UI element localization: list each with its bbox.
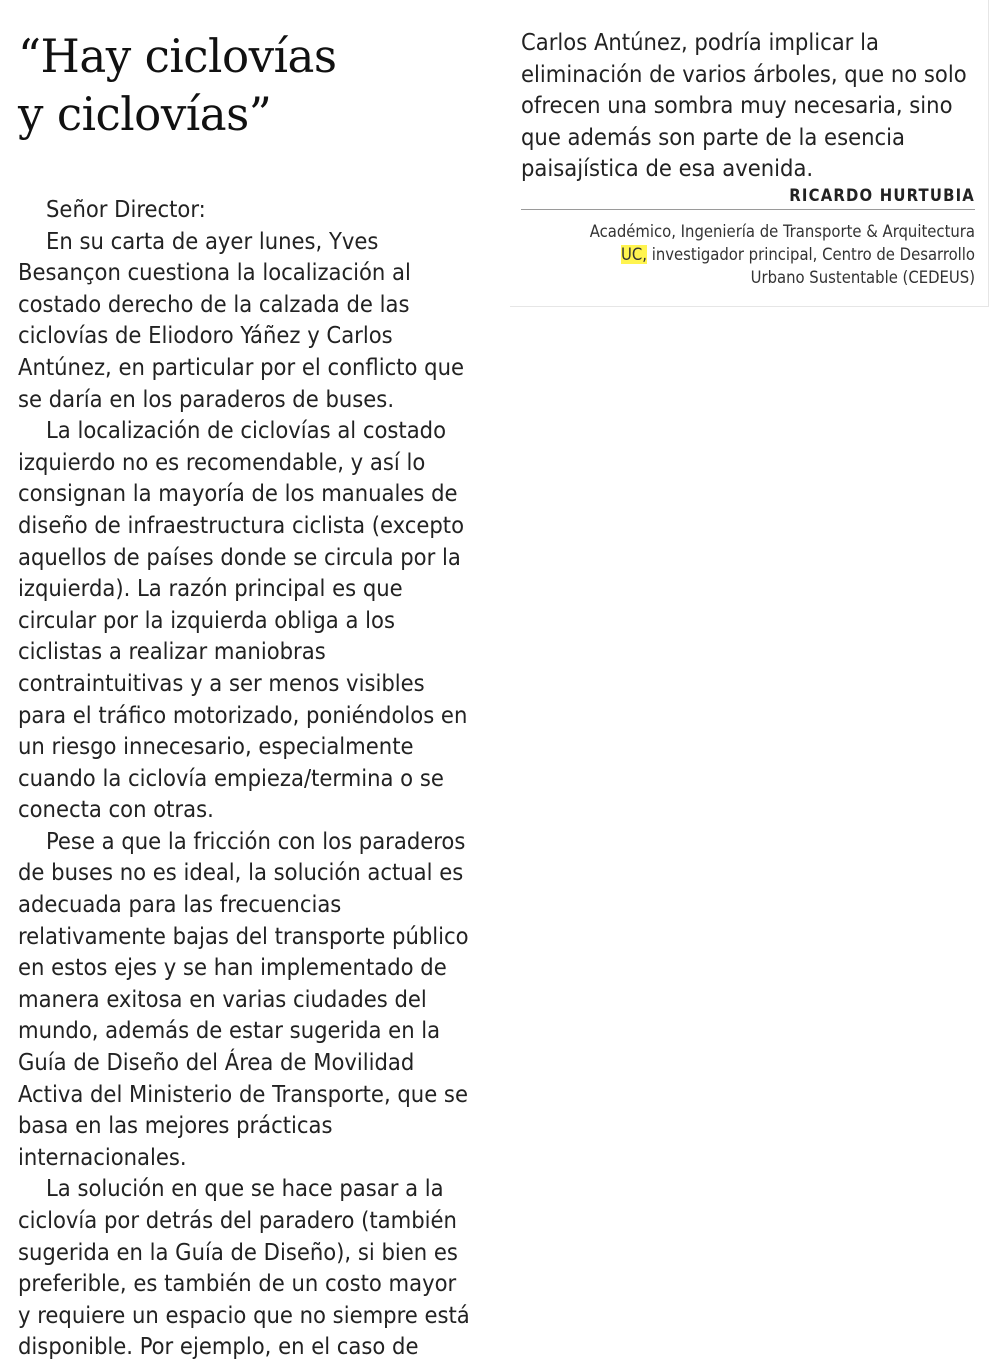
paragraph-3: Pese a que la fricción con los paraderos de buses no es ideal, la solución actual es adecuada para las frecuencias relativamente bajas del transporte público en estos ejes y se han implementado de manera exitosa en varias ciudades del mundo, además de estar sugerida en la Guía de Diseño del Área de Movilidad Activa del Ministerio de Transporte, que se basa en las mejores prácticas internacionales.: [18, 826, 469, 1171]
highlighted-uc: UC,: [621, 245, 647, 264]
right-column: [521, 27, 975, 185]
affiliation-line-1: Académico, Ingeniería de Transporte & Arquitectura: [589, 222, 975, 241]
author-affiliation: [521, 220, 975, 289]
salutation: Señor Director:: [46, 195, 206, 223]
affiliation-line-3: Urbano Sustentable (CEDEUS): [750, 268, 975, 287]
continuation-paragraph: Carlos Antúnez, podría implicar la eliminación de varios árboles, que no solo ofrecen una sombra muy necesaria, sino que además son parte de la esencia paisajística de esa avenida.: [521, 28, 967, 183]
left-column: [18, 194, 472, 1363]
title-line-2: y ciclovías”: [18, 86, 272, 141]
affiliation-line-2: investigador principal, Centro de Desarrollo: [647, 245, 975, 264]
paragraph-4: La solución en que se hace pasar a la ciclovía por detrás del paradero (también sugerida en la Guía de Diseño), si bien es preferible, es también de un costo mayor y requiere un espacio que no siempre está disponible. Por ejemplo, en el caso de: [18, 1174, 470, 1361]
author-signature: RICARDO HURTUBIA: [521, 186, 975, 210]
title-line-1: “Hay ciclovías: [18, 29, 337, 83]
paragraph-1: En su carta de ayer lunes, Yves Besançon cuestiona la localización al costado derecho de la calzada de las ciclovías de Eliodoro Yáñez y Carlos Antúnez, en particular por el conflicto que se daría en los paraderos de buses.: [18, 226, 464, 413]
paragraph-2: La localización de ciclovías al costado izquierdo no es recomendable, y así lo consignan la mayoría de los manuales de diseño de infraestructura ciclista (excepto aquellos de países donde se circula por la izquierda). La razón principal es que circular por la izquierda obliga a los ciclistas a realizar maniobras contraintuitivas y a ser menos visibles para el tráfico motorizado, poniéndolos en un riesgo innecesario, especialmente cuando la ciclovía empieza/termina o se conecta con otras.: [18, 416, 468, 824]
letter-title: [18, 28, 479, 143]
